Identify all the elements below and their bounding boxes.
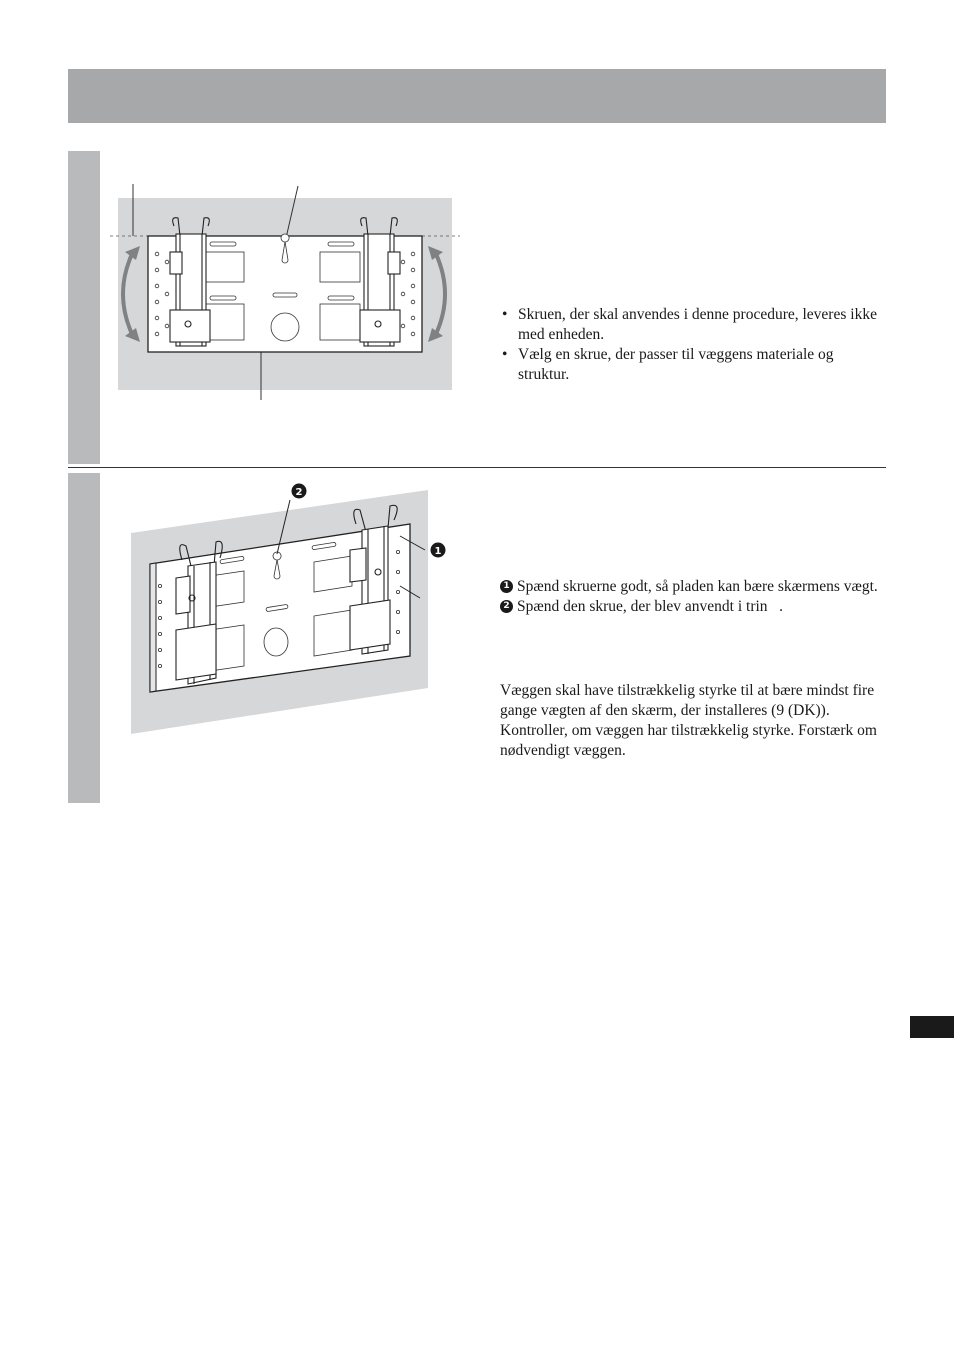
step-1-notes (500, 305, 886, 385)
section-header-bar (68, 69, 886, 123)
bullet-icon: • (502, 306, 508, 323)
note-text: Vælg en skrue, der passer til væggens materiale og struktur. (518, 346, 834, 383)
wall-strength-warning (500, 681, 892, 761)
instruction-text: Spænd skruerne godt, så pladen kan bære skærmens vægt. (517, 578, 878, 595)
warning-text: Væggen skal have tilstrækkelig styrke til at bære mindst fire gange vægten af den skærm, der installeres (9 (DK)). Kontroller, om væggen har tilstrækkelig styrke. Forstærk om nødvendigt væggen. (500, 682, 877, 759)
note-item (500, 345, 886, 385)
callout-1-label: 1 (434, 546, 442, 557)
number-1-icon: 1 (500, 580, 513, 593)
wall-bracket-perspective-figure (120, 480, 450, 745)
step-2-marker (68, 473, 100, 803)
instruction-text: Spænd den skrue, der blev anvendt i trin . (517, 598, 784, 615)
instruction-item (500, 597, 886, 617)
step-divider (68, 467, 886, 468)
note-item (500, 305, 886, 345)
note-text: Skruen, der skal anvendes i denne procedure, leveres ikke med enheden. (518, 306, 877, 343)
instruction-item (500, 577, 886, 597)
callout-2-label: 2 (295, 487, 303, 498)
page-edge-tab (910, 1016, 954, 1038)
step-1-marker (68, 151, 100, 464)
step-2-instructions (500, 577, 886, 617)
number-2-icon: 2 (500, 600, 513, 613)
wall-bracket-front-figure (110, 180, 470, 410)
bullet-icon: • (502, 346, 508, 363)
